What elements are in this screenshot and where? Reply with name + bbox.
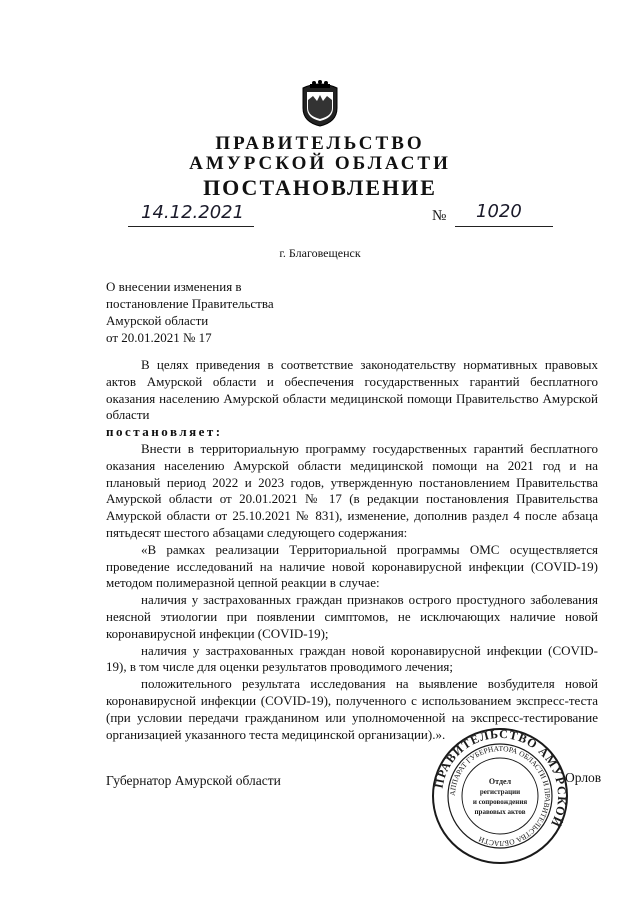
paragraph: положительного результата исследования на выявление возбудителя новой коронавирусной инфекции (COVID-19), полученного с использованием экспресс-теста (при условии передачи гражданином или уполномоченной на экспресс-тестирование организацией указанного теста медицинской организации).». [106,676,598,742]
stamp-center-line: и сопровождения [472,798,528,806]
signer-title: Губернатор Амурской области [106,773,281,788]
stamp-center-line: Отдел [488,777,512,786]
date-underline [128,226,254,227]
stamp-center-line: регистрации [479,788,521,796]
official-stamp [430,726,570,866]
subject-line: постановление Правительства [106,296,274,311]
paragraph: «В рамках реализации Территориальной программы ОМС осуществляется проведение исследований на наличие новой коронавирусной инфекции (COVID-19) методом полимеразной цепной реакции в случае: [106,541,598,591]
document-date: 14.12.2021 [141,202,245,223]
city: г. Благовещенск [279,246,361,260]
document-number: 1020 [476,201,522,222]
government-title: ПРАВИТЕЛЬСТВО [215,133,425,154]
document-body [106,357,598,743]
subject-line: Амурской области [106,313,209,328]
paragraph: наличия у застрахованных граждан новой коронавирусной инфекции (COVID-19), в том числе для оценки результатов проводимого лечения; [106,642,598,675]
subject-line: О внесении изменения в [106,279,242,294]
number-label: № [432,208,447,224]
stamp-outer-text: ПРАВИТЕЛЬСТВО АМУРСКОЙ [431,726,570,830]
document-subject [106,278,346,346]
paragraph: Внести в территориальную программу государственных гарантий бесплатного оказания населению Амурской области медицинской помощи на 2021 год и на плановый период 2022 и 2023 годов, утвержденную постановлением Правительства Амурской области от 20.01.2021 № 17 (в редакции постановления Правительства Амурской области от 25.10.2021 № 831), изменение, дополнив раздел 4 после абзаца пятьдесят шестого абзацами следующего содержания: [106,440,598,540]
document-type: ПОСТАНОВЛЕНИЕ [203,175,437,200]
region-title: АМУРСКОЙ ОБЛАСТИ [189,153,451,174]
preamble: В целях приведения в соответствие законодательству нормативных правовых актов Амурской области и обеспечения государственных гарантий бесплатного оказания населению Амурской области медицинской помощи Правительство Амурской области [106,357,598,423]
subject-line: от 20.01.2021 № 17 [106,330,212,345]
coat-of-arms-icon [299,78,341,128]
signer-name: Орлов [565,770,602,785]
number-underline [455,226,553,227]
resolves-label: постановляет: [106,424,223,440]
stamp-center-line: правовых актов [474,808,526,816]
paragraph: наличия у застрахованных граждан признаков острого простудного заболевания неясной этиологии при появлении симптомов, не исключающих наличие новой коронавирусной инфекции (COVID-19); [106,592,598,641]
stamp-inner-text: АППАРАТ ГУБЕРНАТОРА ОБЛАСТИ И ПРАВИТЕЛЬСТВА ОБЛАСТИ [447,743,553,849]
